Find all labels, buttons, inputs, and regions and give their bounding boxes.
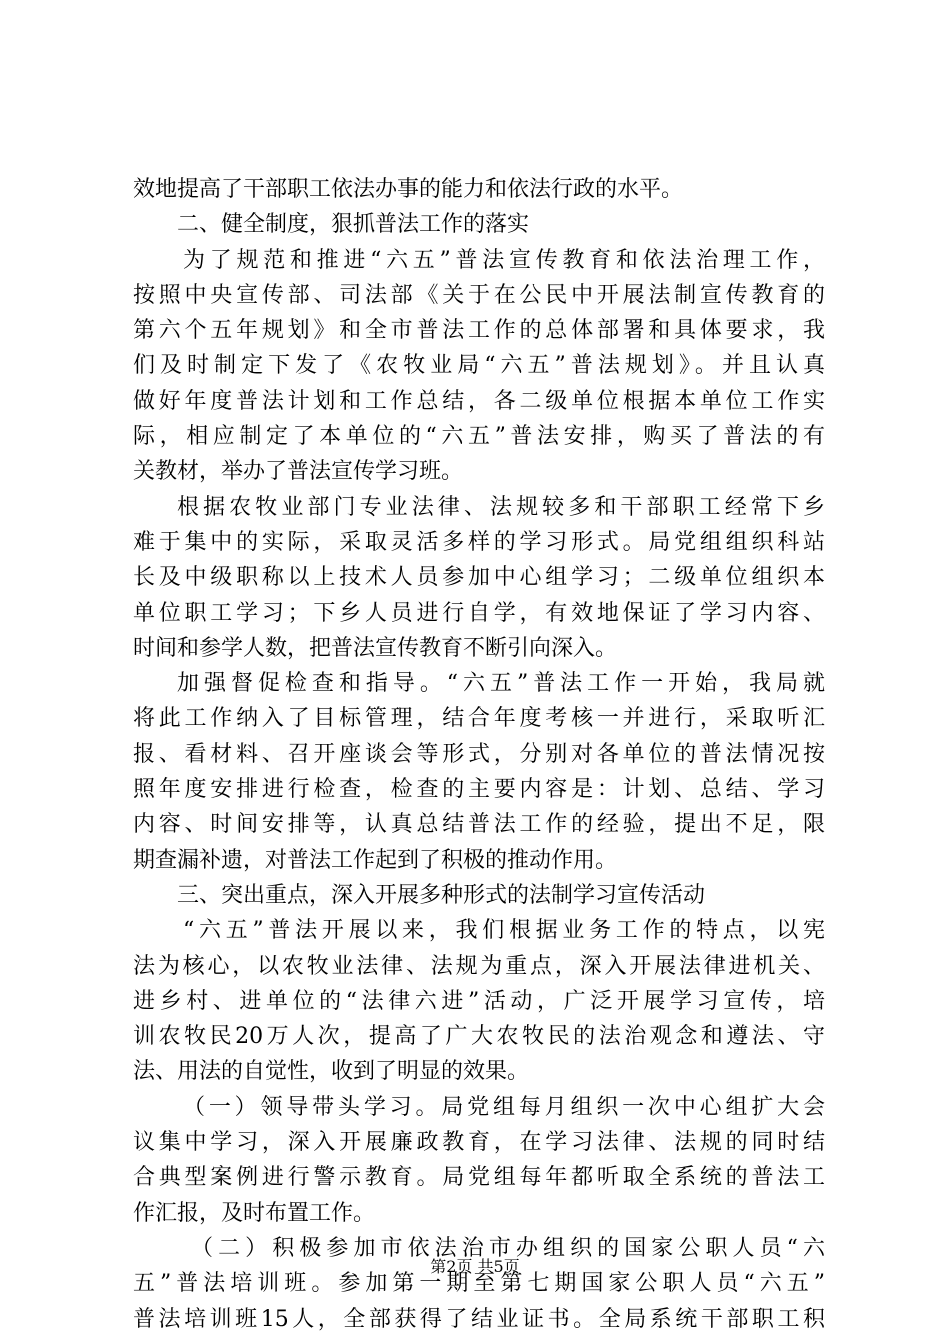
text-line: 将此工作纳入了目标管理，结合年度考核一并进行，采取听汇: [133, 706, 825, 732]
text-line: （一）领导带头学习。局党组每月组织一次中心组扩大会: [183, 1094, 825, 1120]
text-line: （二）积极参加市依法治市办组织的国家公职人员“六: [191, 1235, 825, 1261]
text-line: 法、用法的自觉性，收到了明显的效果。: [133, 1059, 530, 1085]
text-line: 为了规范和推进“六五”普法宣传教育和依法治理工作，: [183, 247, 825, 273]
text-line: 第六个五年规划》和全市普法工作的总体部署和具体要求，我: [133, 318, 825, 344]
document-body: [133, 172, 825, 1337]
text-line: 五”普法培训班。参加第一期至第七期国家公职人员“六五”: [133, 1271, 825, 1297]
section-heading: 二、健全制度，狠抓普法工作的落实: [177, 212, 530, 238]
text-line: 做好年度普法计划和工作总结，各二级单位根据本单位工作实: [133, 388, 825, 414]
text-line: 普法培训班15人，全部获得了结业证书。全局系统干部职工积: [133, 1306, 825, 1332]
text-line: 内容、时间安排等，认真总结普法工作的经验，提出不足，限: [133, 812, 825, 838]
text-line: 时间和参学人数，把普法宣传教育不断引向深入。: [133, 635, 618, 661]
text-line: 难于集中的实际，采取灵活多样的学习形式。局党组组织科站: [133, 529, 825, 555]
text-line: “六五”普法开展以来，我们根据业务工作的特点，以宪: [183, 918, 825, 944]
section-heading: 三、突出重点，深入开展多种形式的法制学习宣传活动: [177, 882, 706, 908]
text-line: 作汇报，及时布置工作。: [133, 1200, 376, 1226]
text-line: 按照中央宣传部、司法部《关于在公民中开展法制宣传教育的: [133, 282, 825, 308]
text-line: 报、看材料、召开座谈会等形式，分别对各单位的普法情况按: [133, 741, 825, 767]
text-line: 关教材，举办了普法宣传学习班。: [133, 459, 464, 485]
text-line: 法为核心，以农牧业法律、法规为重点，深入开展法律进机关、: [133, 953, 825, 979]
text-line: 效地提高了干部职工依法办事的能力和依法行政的水平。: [133, 177, 684, 202]
text-line: 议集中学习，深入开展廉政教育，在学习法律、法规的同时结: [133, 1130, 825, 1156]
text-line: 单位职工学习；下乡人员进行自学，有效地保证了学习内容、: [133, 600, 825, 626]
text-line: 训农牧民20万人次，提高了广大农牧民的法治观念和遵法、守: [133, 1024, 825, 1050]
text-line: 们及时制定下发了《农牧业局“六五”普法规划》。并且认真: [133, 353, 825, 379]
page-number-footer: 第2页 共5页: [430, 1257, 520, 1276]
text-line: 际，相应制定了本单位的“六五”普法安排，购买了普法的有: [133, 424, 825, 450]
text-line: 加强督促检查和指导。“六五”普法工作一开始，我局就: [177, 671, 825, 697]
text-line: 长及中级职称以上技术人员参加中心组学习；二级单位组织本: [133, 565, 825, 591]
text-line: 期查漏补遗，对普法工作起到了积极的推动作用。: [133, 847, 618, 873]
text-line: 进乡村、进单位的“法律六进”活动，广泛开展学习宣传，培: [133, 988, 825, 1014]
text-line: 照年度安排进行检查，检查的主要内容是：计划、总结、学习: [133, 777, 825, 803]
text-line: 根据农牧业部门专业法律、法规较多和干部职工经常下乡: [177, 494, 825, 520]
text-line: 合典型案例进行警示教育。局党组每年都听取全系统的普法工: [133, 1165, 825, 1191]
